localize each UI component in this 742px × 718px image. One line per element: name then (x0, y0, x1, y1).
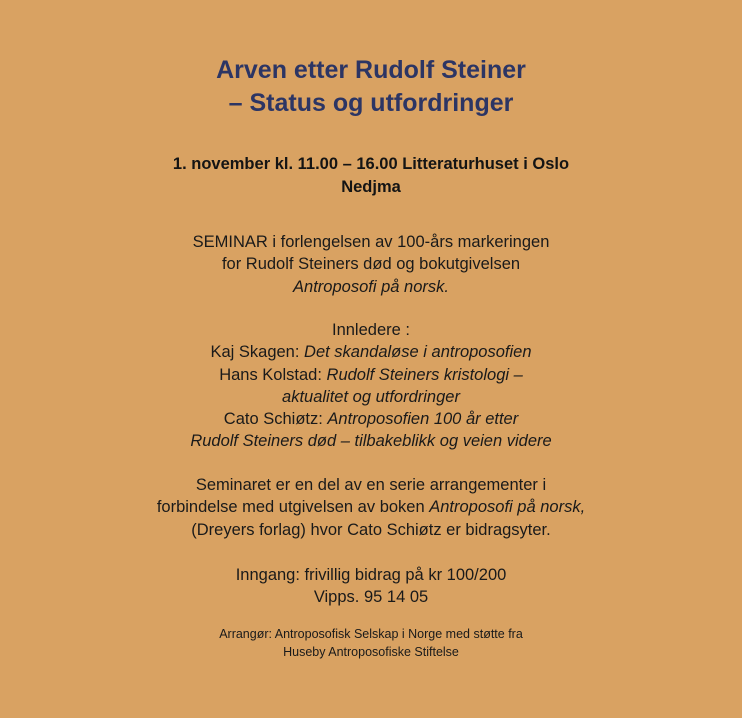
flyer-title (0, 54, 742, 120)
title-line-1: Arven etter Rudolf Steiner (216, 56, 526, 84)
speaker-name: Kaj Skagen: (210, 343, 300, 362)
organizer-line-1: Arrangør: Antroposofisk Selskap i Norge med støtte fra (219, 627, 523, 641)
speaker-item (0, 341, 742, 363)
entry-info (0, 564, 742, 609)
organizer-info (0, 625, 742, 661)
speaker-name: Cato Schiøtz: (223, 410, 323, 429)
organizer-line-2: Huseby Antroposofiske Stiftelse (283, 645, 459, 659)
speakers-heading: Innledere : (332, 321, 410, 339)
book-title: Antroposofi på norsk. (293, 277, 449, 296)
vipps-number: Vipps. 95 14 05 (313, 588, 429, 607)
series-line-2-prefix: forbindelse med utgivelsen av boken (156, 498, 425, 517)
speaker-topic-cont-text: aktualitet og utfordringer (282, 387, 460, 406)
speaker-topic-cont-text: Rudolf Steiners død – tilbakeblikk og veien videre (190, 432, 552, 451)
event-info (0, 153, 742, 199)
seminar-line-3 (0, 276, 742, 298)
series-line-2 (0, 496, 742, 518)
speaker-topic: Det skandaløse i antroposofien (304, 343, 532, 362)
speaker-topic-continued (0, 430, 742, 452)
series-line-3: (Dreyers forlag) hvor Cato Schiøtz er bidragsyter. (191, 520, 551, 539)
series-book-title: Antroposofi på norsk, (429, 498, 586, 517)
speaker-name: Hans Kolstad: (219, 365, 322, 384)
title-line-2: – Status og utfordringer (228, 89, 514, 117)
entry-price: Inngang: frivillig bidrag på kr 100/200 (235, 566, 507, 584)
speaker-topic-continued (0, 386, 742, 408)
speaker-item (0, 364, 742, 386)
speaker-topic: Antroposofien 100 år etter (327, 410, 519, 429)
series-line-1: Seminaret er en del av en serie arrangementer i (195, 476, 547, 494)
seminar-line-2: for Rudolf Steiners død og bokutgivelsen (221, 255, 521, 274)
event-room: Nedjma (341, 178, 401, 196)
speaker-item (0, 408, 742, 430)
seminar-line-1: SEMINAR i forlengelsen av 100-års markeringen (192, 233, 550, 251)
speakers-list (0, 319, 742, 453)
event-datetime-venue: 1. november kl. 11.00 – 16.00 Litteraturhuset i Oslo (172, 155, 570, 173)
speaker-topic: Rudolf Steiners kristologi – (326, 365, 523, 384)
seminar-description (0, 231, 742, 298)
series-description (0, 474, 742, 541)
